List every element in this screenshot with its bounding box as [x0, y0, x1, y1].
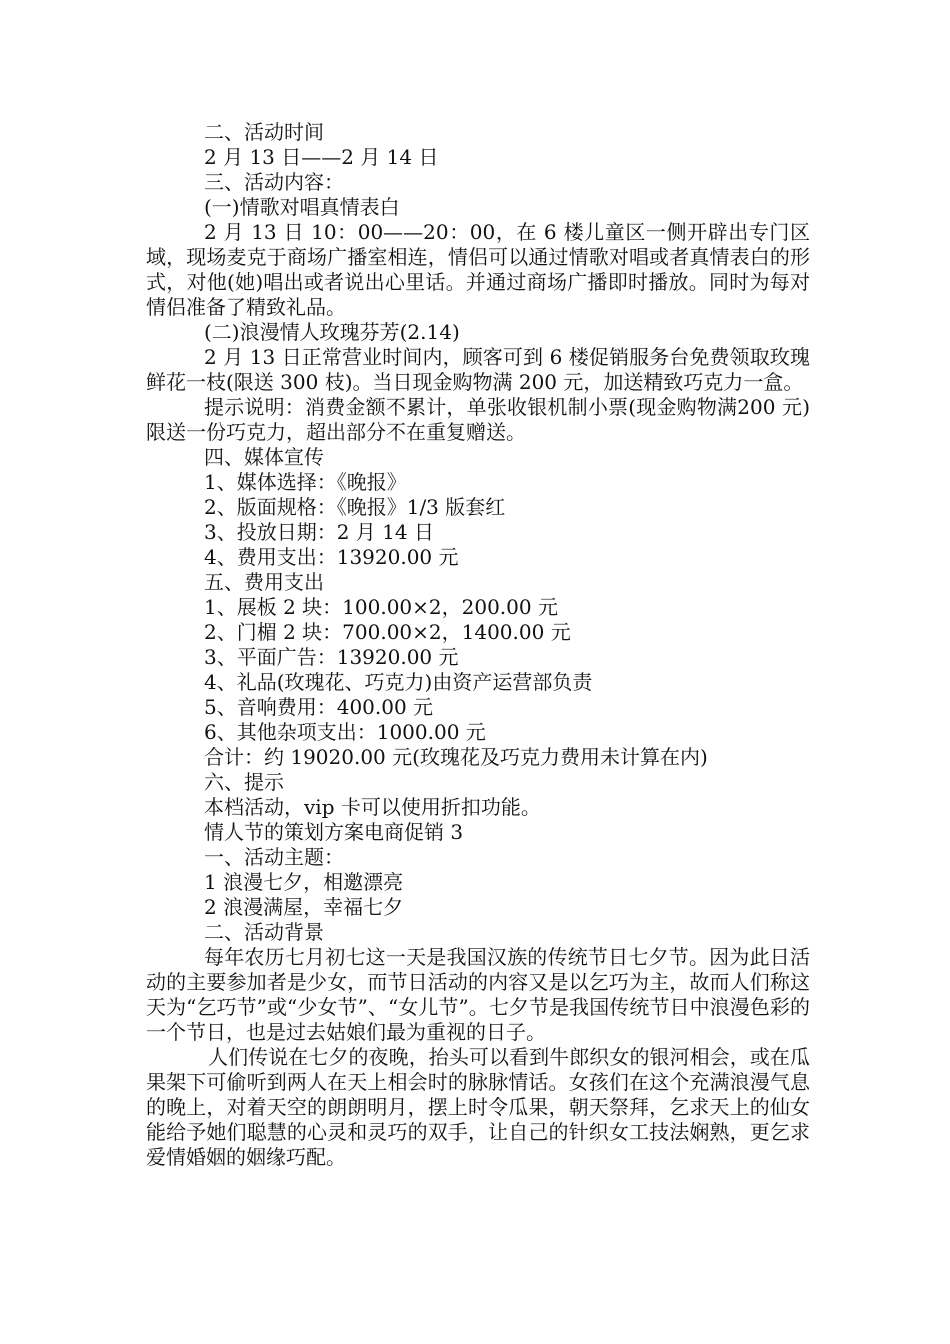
paragraph-notice: 提示说明：消费金额不累计，单张收银机制小票(现金购物满200 元)限送一份巧克力，超出部分不在重复赠送。: [146, 395, 810, 444]
subheading-love-song-duet: (一)情歌对唱真情表白: [204, 195, 400, 219]
section-heading-expenses: 五、费用支出: [204, 570, 324, 594]
paragraph-love-song-duet: 2 月 13 日 10：00——20：00，在 6 楼儿童区一侧开辟出专门区域，现场麦克于商场广播室相连，情侣可以通过情歌对唱或者真情表白的形式，对他(她)唱出或者说出心里话。并通过商场广播即时播放。同时为每对情侣准备了精致礼品。: [146, 220, 810, 319]
expense-item-4: 4、礼品(玫瑰花、巧克力)由资产运营部负责: [204, 670, 593, 694]
theme-item-1: 1 浪漫七夕，相邀漂亮: [204, 870, 404, 894]
expense-item-2: 2、门楣 2 块：700.00×2，1400.00 元: [204, 620, 571, 644]
theme-item-2: 2 浪漫满屋，幸福七夕: [204, 895, 404, 919]
expense-total: 合计：约 19020.00 元(玫瑰花及巧克力费用未计算在内): [204, 745, 708, 769]
expense-item-5: 5、音响费用：400.00 元: [204, 695, 434, 719]
media-item-1: 1、媒体选择：《晚报》: [204, 470, 407, 494]
expense-item-3: 3、平面广告：13920.00 元: [204, 645, 459, 669]
subheading-romantic-rose: (二)浪漫情人玫瑰芬芳(2.14): [204, 320, 460, 344]
paragraph-romantic-rose: 2 月 13 日正常营业时间内，顾客可到 6 楼促销服务台免费领取玫瑰鲜花一枝(限送 300 枝)。当日现金购物满 200 元，加送精致巧克力一盒。: [146, 345, 810, 394]
media-item-4: 4、费用支出：13920.00 元: [204, 545, 459, 569]
section-heading-tips: 六、提示: [204, 770, 284, 794]
section-heading-theme: 一、活动主题：: [204, 845, 344, 869]
section-heading-media: 四、媒体宣传: [204, 445, 324, 469]
activity-date-range: 2 月 13 日——2 月 14 日: [204, 145, 439, 169]
media-item-2: 2、版面规格：《晚报》1/3 版套红: [204, 495, 506, 519]
tip-vip-card: 本档活动，vip 卡可以使用折扣功能。: [204, 795, 541, 819]
section-heading-activity-time: 二、活动时间: [204, 120, 324, 144]
media-item-3: 3、投放日期：2 月 14 日: [204, 520, 434, 544]
expense-item-6: 6、其他杂项支出：1000.00 元: [204, 720, 486, 744]
expense-item-1: 1、展板 2 块：100.00×2，200.00 元: [204, 595, 558, 619]
section-heading-activity-content: 三、活动内容：: [204, 170, 344, 194]
plan-3-title: 情人节的策划方案电商促销 3: [204, 820, 464, 844]
paragraph-qixi-legend: 人们传说在七夕的夜晚，抬头可以看到牛郎织女的银河相会，或在瓜果架下可偷听到两人在天上相会时的脉脉情话。女孩们在这个充满浪漫气息的晚上，对着天空的朗朗明月，摆上时令瓜果，朝天祭拜，乞求天上的仙女能给予她们聪慧的心灵和灵巧的双手，让自己的针织女工技法娴熟，更乞求爱情婚姻的姻缘巧配。: [146, 1045, 810, 1169]
document-body: [146, 120, 810, 1170]
paragraph-qixi-background: 每年农历七月初七这一天是我国汉族的传统节日七夕节。因为此日活动的主要参加者是少女，而节日活动的内容又是以乞巧为主，故而人们称这天为“乞巧节”或“少女节”、“女儿节”。七夕节是我国传统节日中浪漫色彩的一个节日，也是过去姑娘们最为重视的日子。: [146, 945, 810, 1044]
section-heading-background: 二、活动背景: [204, 920, 324, 944]
